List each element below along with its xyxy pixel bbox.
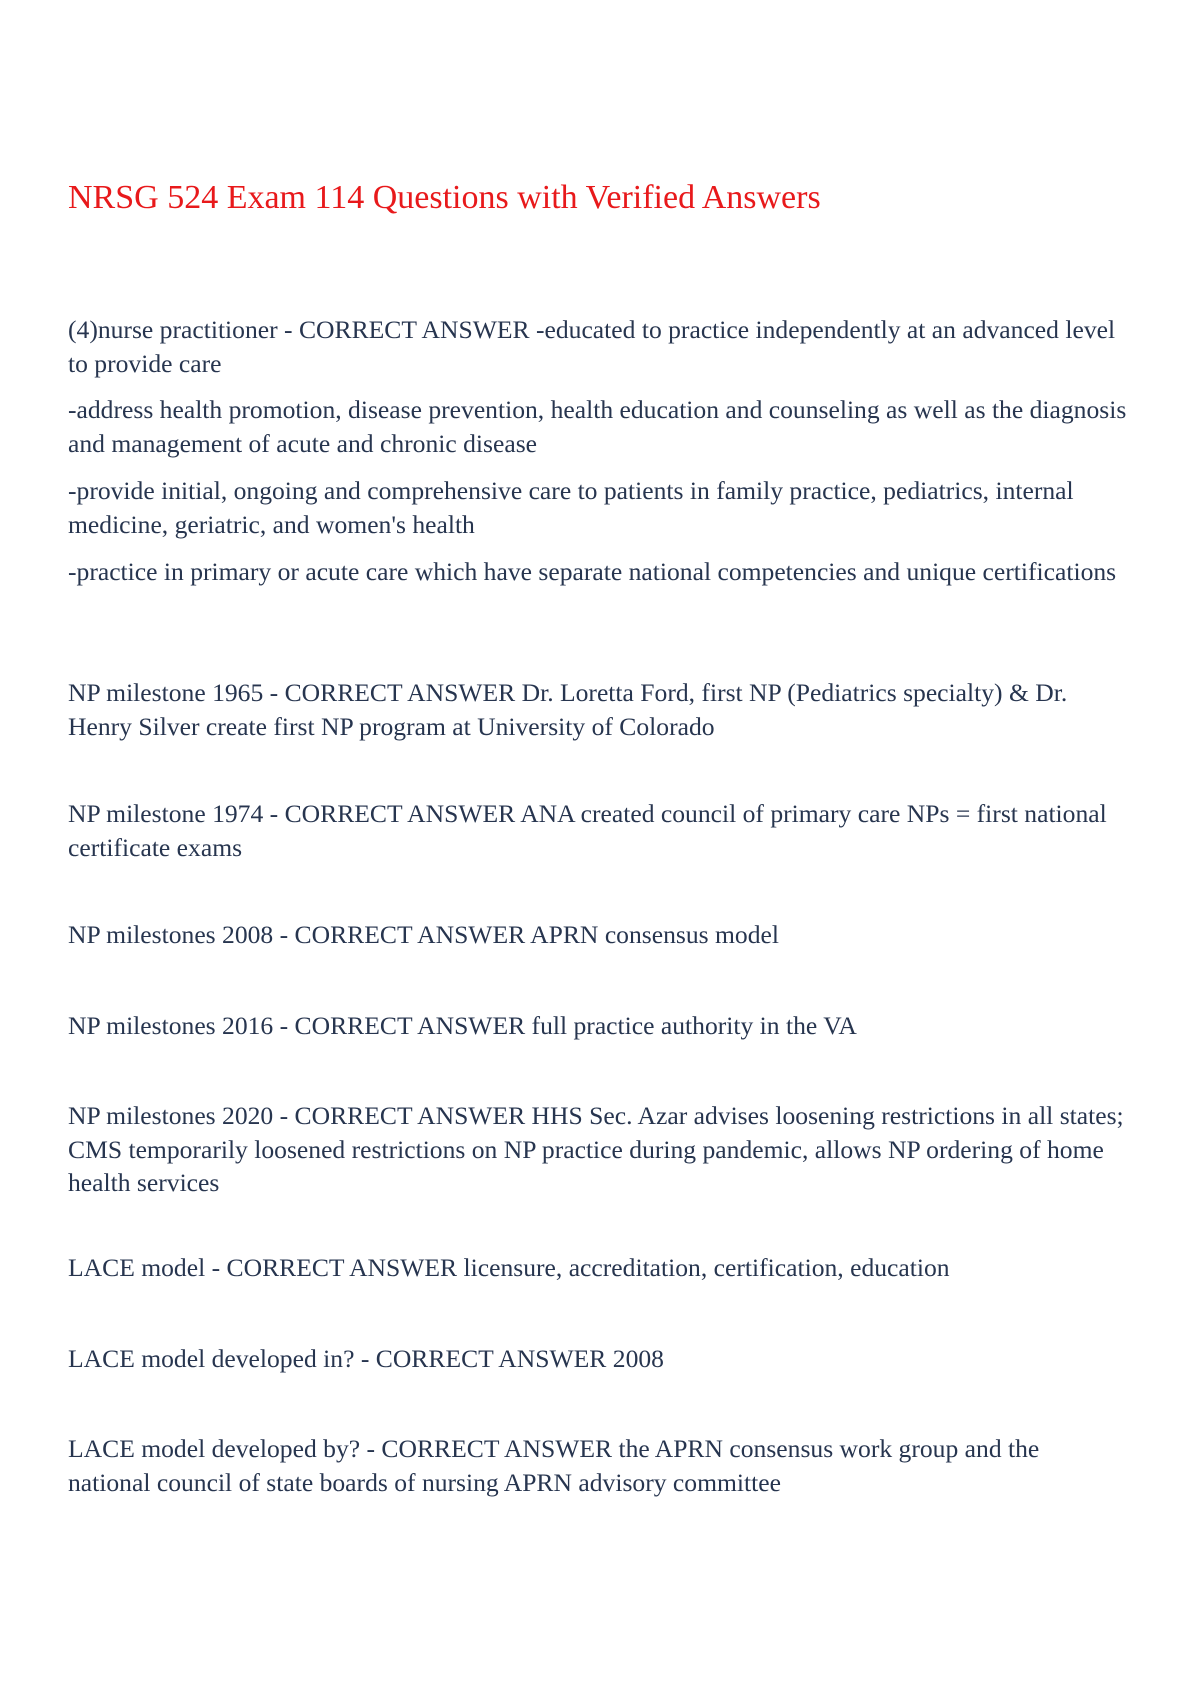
entry-np-role-health-promotion: -address health promotion, disease prevention, health education and counseling as well as the diagnosis and management of acute and chronic disease [68, 395, 1127, 458]
entry-np-milestone-2020: NP milestones 2020 - CORRECT ANSWER HHS Sec. Azar advises loosening restrictions in all states; CMS temporarily loosened restrictions on NP practice during pandemic, allows NP ordering of home health services [68, 1101, 1124, 1197]
document-title: NRSG 524 Exam 114 Questions with Verified Answers [68, 179, 821, 216]
entry-nurse-practitioner: (4)nurse practitioner - CORRECT ANSWER -educated to practice independently at an advanced level to provide care [68, 315, 1116, 378]
entry-lace-developed-by: LACE model developed by? - CORRECT ANSWER the APRN consensus work group and the national council of state boards of nursing APRN advisory committee [68, 1434, 1040, 1497]
entry-lace-developed-in: LACE model developed in? - CORRECT ANSWER 2008 [68, 1344, 664, 1373]
entry-np-role-practice: -practice in primary or acute care which have separate national competencies and unique certifications [68, 557, 1117, 586]
entry-np-milestone-2016: NP milestones 2016 - CORRECT ANSWER full practice authority in the VA [68, 1011, 857, 1040]
entry-np-milestone-1974: NP milestone 1974 - CORRECT ANSWER ANA created council of primary care NPs = first national certificate exams [68, 799, 1107, 862]
entry-np-milestone-1965: NP milestone 1965 - CORRECT ANSWER Dr. Loretta Ford, first NP (Pediatrics specialty) & Dr. Henry Silver create first NP program at University of Colorado [68, 678, 1068, 741]
entry-np-milestone-2008: NP milestones 2008 - CORRECT ANSWER APRN consensus model [68, 920, 779, 949]
entry-np-role-care-settings: -provide initial, ongoing and comprehensive care to patients in family practice, pediatrics, internal medicine, geriatric, and women's health [68, 476, 1074, 539]
entry-lace-model: LACE model - CORRECT ANSWER licensure, accreditation, certification, education [68, 1253, 950, 1282]
